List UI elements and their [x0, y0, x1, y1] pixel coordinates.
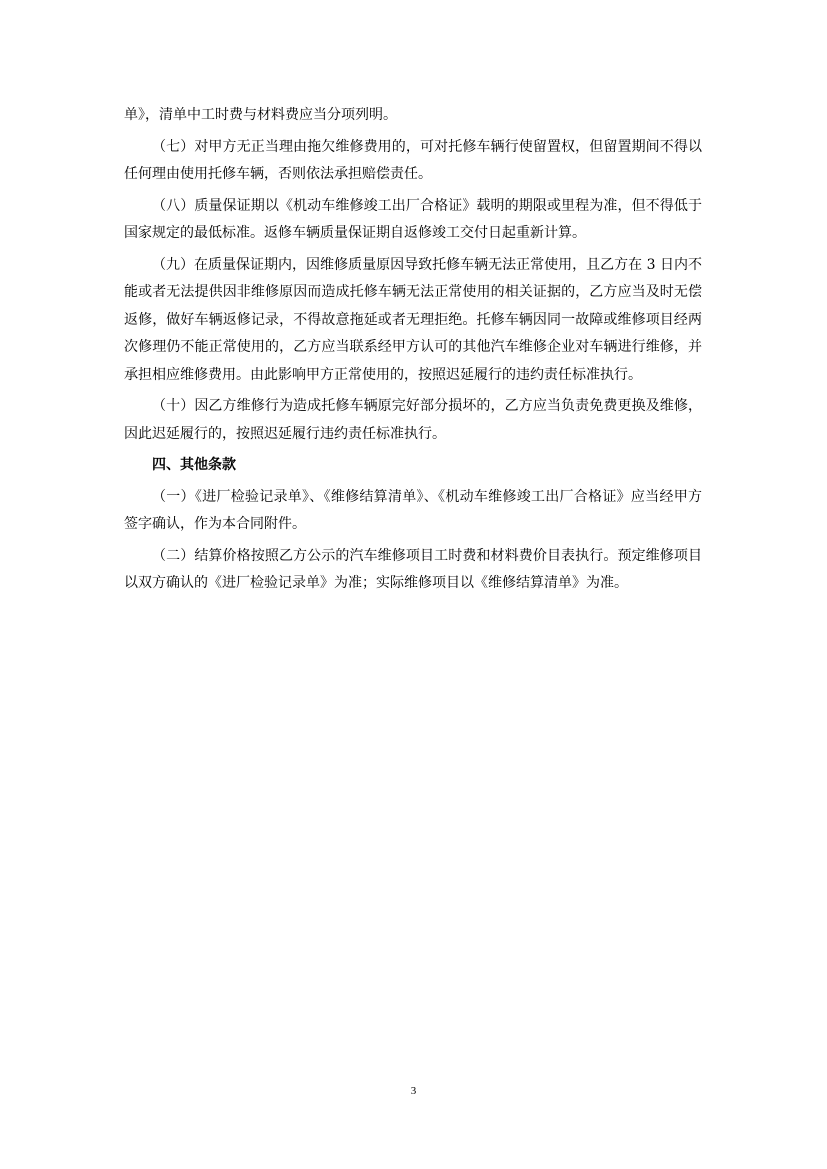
- section-heading: 四、其他条款: [152, 457, 236, 473]
- paragraph: （九）在质量保证期内，因维修质量原因导致托修车辆无法正常使用，且乙方在 3 日内不能或者无法提供因非维修原因而造成托修车辆无法正常使用的相关证据的，乙方应当及时无偿返修，做好车辆返修记录，不得故意拖延或者无理拒绝。托修车辆因同一故障或维修项目经两次修理仍不能正常使用的，乙方应当联系经甲方认可的其他汽车维修企业对车辆进行维修，并承担相应维修费用。由此影响甲方正常使用的，按照迟延履行的违约责任标准执行。: [124, 256, 702, 383]
- page-number: 3: [410, 1085, 417, 1097]
- paragraph: （八）质量保证期以《机动车维修竣工出厂合格证》载明的期限或里程为准，但不得低于国家规定的最低标准。返修车辆质量保证期自返修竣工交付日起重新计算。: [124, 197, 702, 241]
- paragraph: （七）对甲方无正当理由拖欠维修费用的，可对托修车辆行使留置权，但留置期间不得以任何理由使用托修车辆，否则依法承担赔偿责任。: [124, 138, 702, 182]
- paragraph: （二）结算价格按照乙方公示的汽车维修项目工时费和材料费价目表执行。预定维修项目以双方确认的《进厂检验记录单》为准；实际维修项目以《维修结算清单》为准。: [124, 547, 702, 591]
- document-body: [124, 102, 702, 602]
- paragraph: 单》，清单中工时费与材料费应当分项列明。: [124, 107, 397, 123]
- paragraph: （一）《进厂检验记录单》、《维修结算清单》、《机动车维修竣工出厂合格证》应当经甲方签字确认，作为本合同附件。: [124, 488, 702, 532]
- paragraph: （十）因乙方维修行为造成托修车辆原完好部分损坏的，乙方应当负责免费更换及维修，因此迟延履行的，按照迟延履行违约责任标准执行。: [124, 398, 702, 442]
